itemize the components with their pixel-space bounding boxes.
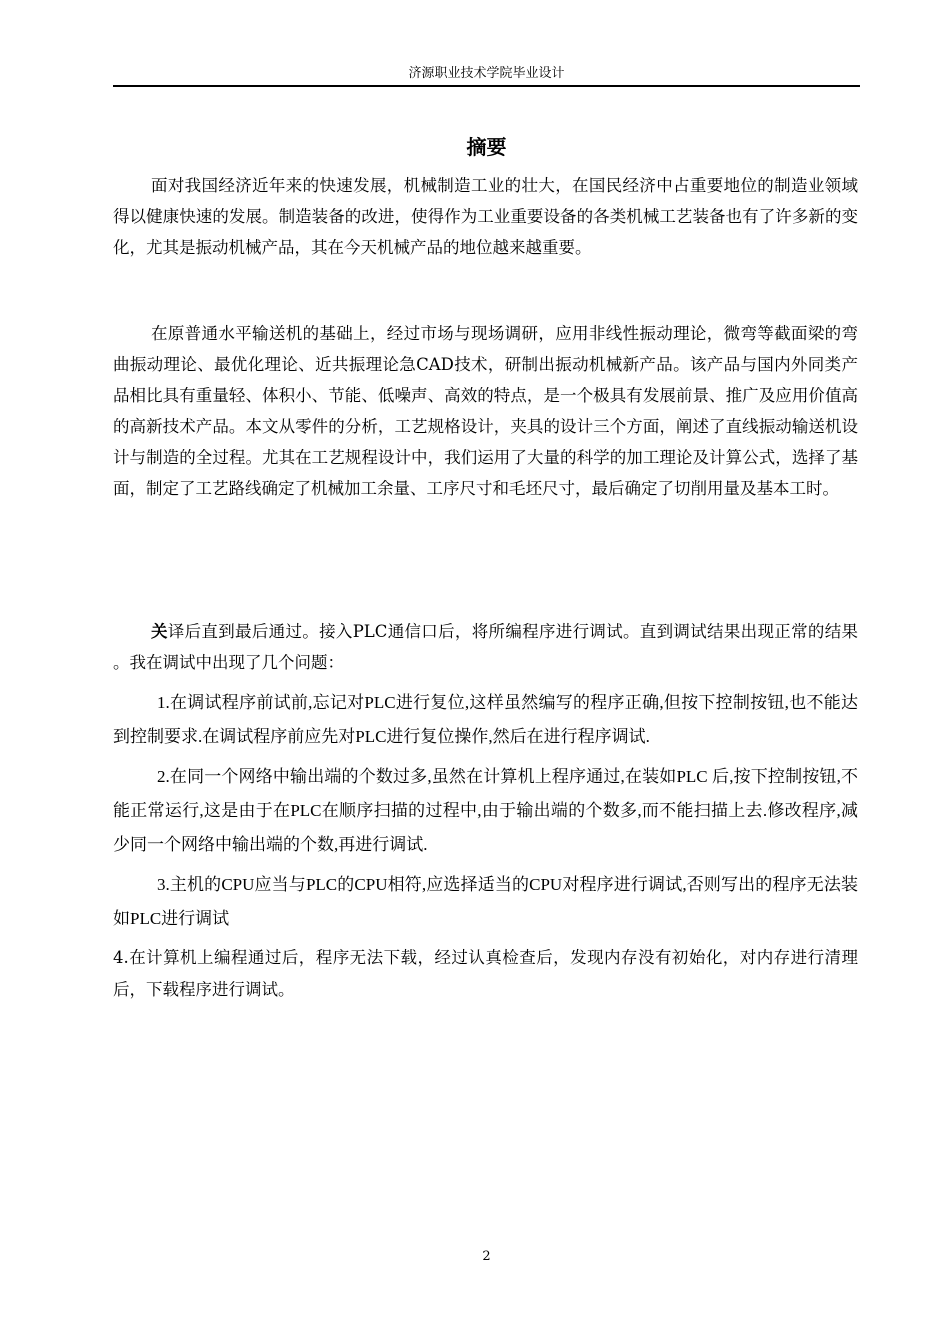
page-header: 济源职业技术学院毕业设计 [408, 66, 565, 81]
debug-lead-char: 关 [151, 622, 168, 641]
debug-item-4: 4.在计算机上编程通过后，程序无法下载，经过认真检查后，发现内存没有初始化，对内存进行清理后，下载程序进行调试。 [113, 948, 858, 999]
abstract-paragraph-1: 面对我国经济近年来的快速发展，机械制造工业的壮大，在国民经济中占重要地位的制造业领域得以健康快速的发展。制造装备的改进，使得作为工业重要设备的各类机械工艺装备也有了许多新的变化，尤其是振动机械产品，其在今天机械产品的地位越来越重要。 [113, 176, 858, 257]
debug-intro-paragraph [113, 616, 858, 678]
debug-intro-text: 译后直到最后通过。接入PLC通信口后，将所编程序进行调试。直到调试结果出现正常的结果 。我在调试中出现了几个问题： [113, 622, 859, 672]
page-number: 2 [482, 1249, 491, 1264]
header-rule [113, 85, 860, 87]
debug-item-2: 2.在同一个网络中输出端的个数过多,虽然在计算机上程序通过,在装如PLC 后,按下控制按钮,不能正常运行,这是由于在PLC在顺序扫描的过程中,由于输出端的个数多,而不能扫描上去.修改程序,减少同一个网络中输出端的个数,再进行调试. [113, 767, 858, 854]
abstract-paragraph-2: 在原普通水平输送机的基础上，经过市场与现场调研，应用非线性振动理论，微弯等截面梁的弯曲振动理论、最优化理论、近共振理论急CAD技术，研制出振动机械新产品。该产品与国内外同类产品相比具有重量轻、体积小、节能、低噪声、高效的特点，是一个极具有发展前景、推广及应用价值高的高新技术产品。本文从零件的分析，工艺规格设计，夹具的设计三个方面，阐述了直线振动输送机设计与制造的全过程。尤其在工艺规程设计中，我们运用了大量的科学的加工理论及计算公式，选择了基面，制定了工艺路线确定了机械加工余量、工序尺寸和毛坯尺寸，最后确定了切削用量及基本工时。 [113, 324, 858, 498]
debug-item-3: 3.主机的CPU应当与PLC的CPU相符,应选择适当的CPU对程序进行调试,否则写出的程序无法装如PLC进行调试 [113, 875, 858, 928]
debug-item-1: 1.在调试程序前试前,忘记对PLC进行复位,这样虽然编写的程序正确,但按下控制按钮,也不能达到控制要求.在调试程序前应先对PLC进行复位操作,然后在进行程序调试. [113, 693, 858, 746]
abstract-title: 摘要 [466, 135, 507, 159]
